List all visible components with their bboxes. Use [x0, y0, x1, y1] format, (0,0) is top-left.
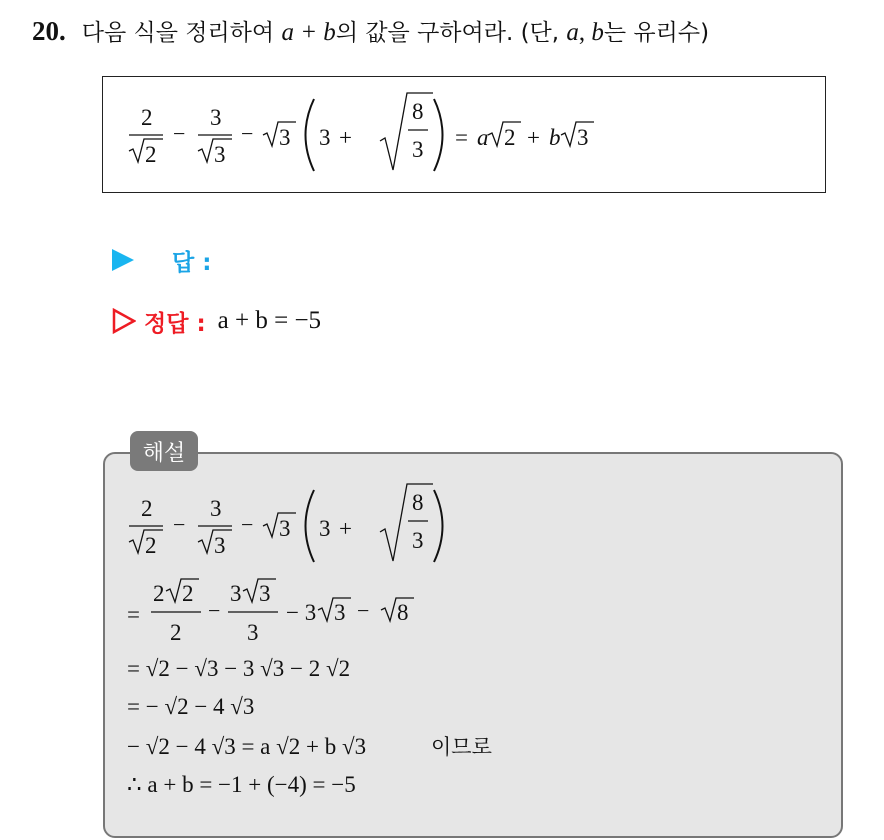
- filled-triangle-icon: [112, 249, 134, 271]
- correct-answer-row: [112, 304, 321, 338]
- svg-text:3: 3: [319, 516, 331, 541]
- l2-num-d: 3: [230, 581, 242, 606]
- question-text-before: 다음 식을 정리하여: [81, 20, 282, 46]
- svg-text:−: −: [208, 598, 221, 623]
- svg-text:+: +: [339, 125, 352, 150]
- question-number: 20.: [32, 16, 66, 46]
- svg-text:+: +: [527, 125, 540, 150]
- svg-text:3: 3: [412, 528, 424, 553]
- solution-line-5-math: − √2 − 4 √3 = a √2 + b √3: [127, 734, 367, 759]
- svg-text:8: 8: [412, 490, 424, 515]
- question-text-after: 의 값을 구하여라. (단,: [335, 20, 567, 46]
- l2-num-a: 2: [153, 581, 165, 606]
- l2-num-b: 2: [182, 581, 194, 606]
- question-var-a: a: [566, 19, 579, 46]
- question-line: [32, 14, 709, 47]
- rhs-two: 2: [504, 125, 516, 150]
- svg-text:3: 3: [279, 516, 291, 541]
- l2-term-h: 3: [334, 600, 346, 625]
- svg-text:=: =: [127, 602, 140, 627]
- svg-text:=: =: [455, 125, 468, 150]
- solution-line-3: = √2 − √3 − 3 √3 − 2 √2: [127, 656, 351, 681]
- svg-text:−: −: [173, 121, 186, 146]
- rhs-b: b: [549, 125, 561, 150]
- rhs-three: 3: [577, 125, 589, 150]
- correct-label: 정답 :: [144, 310, 206, 337]
- question-var-b: b: [591, 19, 604, 46]
- answer-label: 답 :: [172, 249, 212, 276]
- l2-term-g: − 3: [286, 600, 317, 625]
- svg-text:3: 3: [210, 496, 222, 521]
- rhs-a: a: [477, 125, 489, 150]
- svg-text:−: −: [241, 512, 254, 537]
- frac2-denominator: 3: [214, 142, 226, 167]
- solution-line-4: = − √2 − 4 √3: [127, 694, 255, 719]
- svg-text:3: 3: [214, 533, 226, 558]
- l2-den-c: 2: [170, 620, 182, 645]
- sqrt3-radicand: 3: [279, 125, 291, 150]
- frac1-denominator: 2: [145, 142, 157, 167]
- inner-three: 3: [319, 125, 331, 150]
- svg-text:−: −: [241, 121, 254, 146]
- inner-frac-denominator: 3: [412, 137, 424, 162]
- frac1-numerator: 2: [141, 105, 153, 130]
- svg-text:+: +: [339, 516, 352, 541]
- correct-value: a + b = −5: [217, 307, 322, 334]
- question-expr: a + b: [281, 19, 336, 46]
- problem-formula: [103, 77, 825, 192]
- question-comma: ,: [578, 19, 592, 46]
- explanation-tag: 해설: [130, 431, 198, 471]
- svg-text:2: 2: [141, 496, 153, 521]
- answer-row: [112, 244, 211, 276]
- l2-term-i: 8: [397, 600, 409, 625]
- explanation-solution: [103, 452, 843, 838]
- svg-text:2: 2: [145, 533, 157, 558]
- inner-frac-numerator: 8: [412, 99, 424, 124]
- l2-den-f: 3: [247, 620, 259, 645]
- frac2-numerator: 3: [210, 105, 222, 130]
- svg-text:−: −: [357, 598, 370, 623]
- solution-line-6: ∴ a + b = −1 + (−4) = −5: [127, 772, 356, 797]
- problem-formula-box: [102, 76, 826, 193]
- outline-triangle-icon: [112, 308, 136, 334]
- question-text-end: 는 유리수): [603, 20, 710, 46]
- svg-text:−: −: [173, 512, 186, 537]
- l2-num-e: 3: [259, 581, 271, 606]
- solution-line-5-text: 이므로: [431, 735, 492, 759]
